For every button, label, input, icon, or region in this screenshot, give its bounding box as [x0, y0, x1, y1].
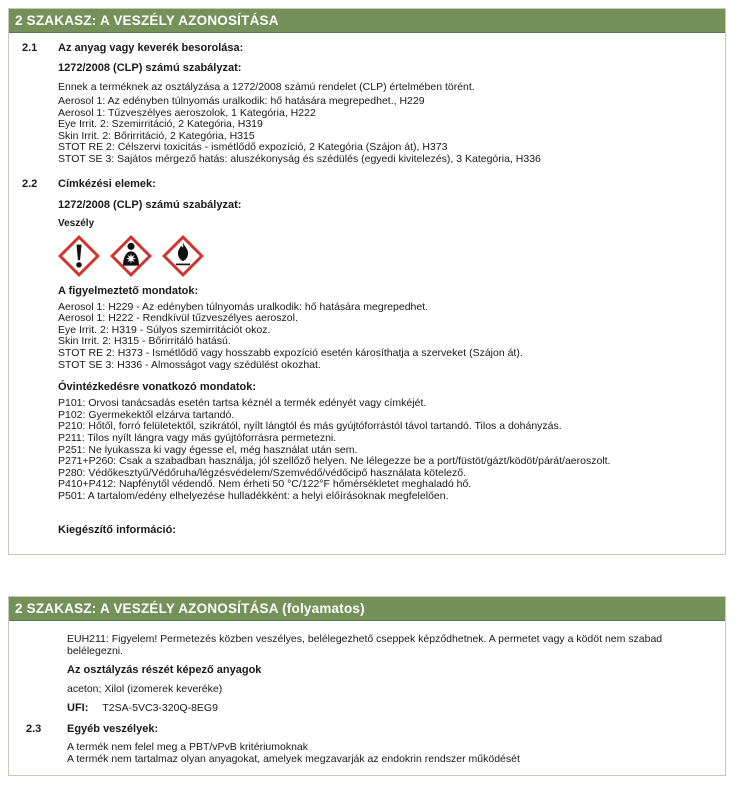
precaution-statements-list	[58, 398, 711, 502]
subsection-number: 2.2	[22, 177, 38, 190]
ghs02-flame-icon	[162, 235, 204, 277]
precaution-statement: P280: Védőkesztyű/Védőruha/légzésvédelem/Szemvédő/védőcipő használata kötelező.	[58, 466, 467, 479]
sds-section-2-box	[8, 8, 726, 555]
other-hazard: A termék nem felel meg a PBT/vPvB kritériumoknak	[67, 741, 309, 754]
precaution-statement: P251: Ne lyukassza ki vagy égesse el, még használat után sem.	[58, 443, 358, 456]
classification-item: Skin Irrit. 2: Bőrirritáció, 2 Kategória, H315	[58, 129, 255, 142]
sds-section-2-continued-box	[8, 596, 726, 775]
subsection-title: Címkézési elemek:	[58, 177, 156, 190]
other-hazard: A termék nem tartalmaz olyan anyagokat, amelyek megzavarják az endokrin rendszer működését	[67, 753, 520, 766]
subsection-2-1-row	[22, 42, 711, 54]
precaution-statements-heading: Óvintézkedésre vonatkozó mondatok:	[58, 381, 257, 394]
subsection-2-3-row	[26, 723, 711, 735]
classification-list	[58, 96, 711, 166]
ghs07-exclamation-icon	[58, 235, 100, 277]
section-2-content	[9, 33, 725, 554]
precaution-statement: P410+P412: Napfénytől védendő. Nem érheti 50 °C/122°F hőmérsékletet meghaladó hő.	[58, 478, 472, 491]
ghs-pictogram-row	[58, 235, 711, 277]
supplementary-info-heading: Kiegészítő információ:	[58, 524, 176, 537]
ufi-value: T2SA-5VC3-320Q-8EG9	[102, 702, 218, 715]
clp-regulation-heading: 1272/2008 (CLP) számú szabályzat:	[58, 62, 242, 74]
hazard-statement: STOT SE 3: H336 - Almosságot vagy szédülést okozhat.	[58, 358, 321, 371]
subsection-title: Egyéb veszélyek:	[67, 723, 159, 736]
ufi-label: UFI:	[67, 702, 89, 715]
classification-substances-heading: Az osztályzás részét képező anyagok	[67, 664, 262, 677]
hazard-statement: Skin Irrit. 2: H315 - Bőrirritáló hatású.	[58, 335, 231, 348]
clp-regulation-heading: 1272/2008 (CLP) számú szabályzat:	[58, 198, 242, 211]
subsection-2-2-row	[22, 178, 711, 190]
precaution-statement: P271+P260: Csak a szabadban használja, jól szellőző helyen. Ne lélegezze be a port/füstöt/gázt/ködöt/párát/aeroszolt.	[58, 455, 611, 468]
section-2-continued-header: 2 SZAKASZ: A VESZÉLY AZONOSÍTÁSA (folyamatos)	[9, 597, 725, 621]
classification-item: Aerosol 1: Az edényben túlnyomás uralkodik: hő hatására megrepedhet., H229	[58, 95, 425, 107]
section-2-continued-content	[9, 621, 725, 774]
classification-substances: aceton; Xilol (izomerek keveréke)	[67, 683, 223, 696]
hazard-statements-heading: A figyelmeztető mondatok:	[58, 284, 199, 297]
hazard-statement: Aerosol 1: H229 - Az edényben túlnyomás uralkodik: hő hatására megrepedhet.	[58, 300, 429, 313]
classification-item: STOT RE 2: Célszervi toxicitás - ismétlődő expozíció, 2 Kategória (Szájon át), H373	[58, 141, 448, 154]
precaution-statement: P211: Tilos nyílt lángra vagy más gyújtóforrásra permetezni.	[58, 431, 337, 444]
other-hazards-list	[67, 742, 711, 765]
subsection-title: Az anyag vagy keverék besorolása:	[58, 42, 244, 54]
hazard-statement: Eye Irrit. 2: H319 - Súlyos szemirritációt okoz.	[58, 323, 271, 336]
hazard-statements-list	[58, 302, 711, 372]
hazard-statement: STOT RE 2: H373 - Ismétlődő vagy hosszabb expozíció esetén károsíthatja a szerveket (Szájon át).	[58, 346, 523, 359]
euh211-statement: EUH211: Figyelem! Permetezés közben veszélyes, belélegezhető cseppek képződhetnek. A permetet vagy a ködöt nem szabad belélegezni.	[67, 633, 663, 658]
precaution-statement: P101: Orvosi tanácsadás esetén tartsa kéznél a termék edényét vagy címkéjét.	[58, 397, 427, 410]
hazard-statement: Aerosol 1: H222 - Rendkívül tűzveszélyes aeroszol.	[58, 312, 298, 325]
subsection-number: 2.1	[22, 42, 38, 54]
classification-item: Aerosol 1: Tűzveszélyes aeroszolok, 1 Kategória, H222	[58, 106, 316, 119]
classification-item: Eye Irrit. 2: Szemirritáció, 2 Kategória, H319	[58, 118, 263, 131]
precaution-statement: P102: Gyermekektől elzárva tartandó.	[58, 408, 235, 421]
ghs08-health-hazard-icon	[110, 235, 152, 277]
signal-word: Veszély	[58, 217, 95, 229]
ufi-row	[67, 702, 711, 714]
section-2-header: 2 SZAKASZ: A VESZÉLY AZONOSÍTÁSA	[9, 9, 725, 33]
classification-item: STOT SE 3: Sajátos mérgező hatás: aluszékonyság és szédülés (egyedi kivitelezés), 3 Kategória, H336	[58, 152, 541, 165]
precaution-statement: P210: Hőtől, forró felületektől, szikrától, nyílt lángtól és más gyújtóforrástól távol tartandó. Tilos a dohányzás.	[58, 420, 562, 433]
precaution-statement: P501: A tartalom/edény elhelyezése hulladékként: a helyi előírásoknak megfelelően.	[58, 489, 449, 502]
clp-intro-text: Ennek a terméknek az osztályzása a 1272/2008 számú rendelet (CLP) értelmében törént.	[58, 81, 475, 93]
subsection-number: 2.3	[26, 723, 42, 736]
